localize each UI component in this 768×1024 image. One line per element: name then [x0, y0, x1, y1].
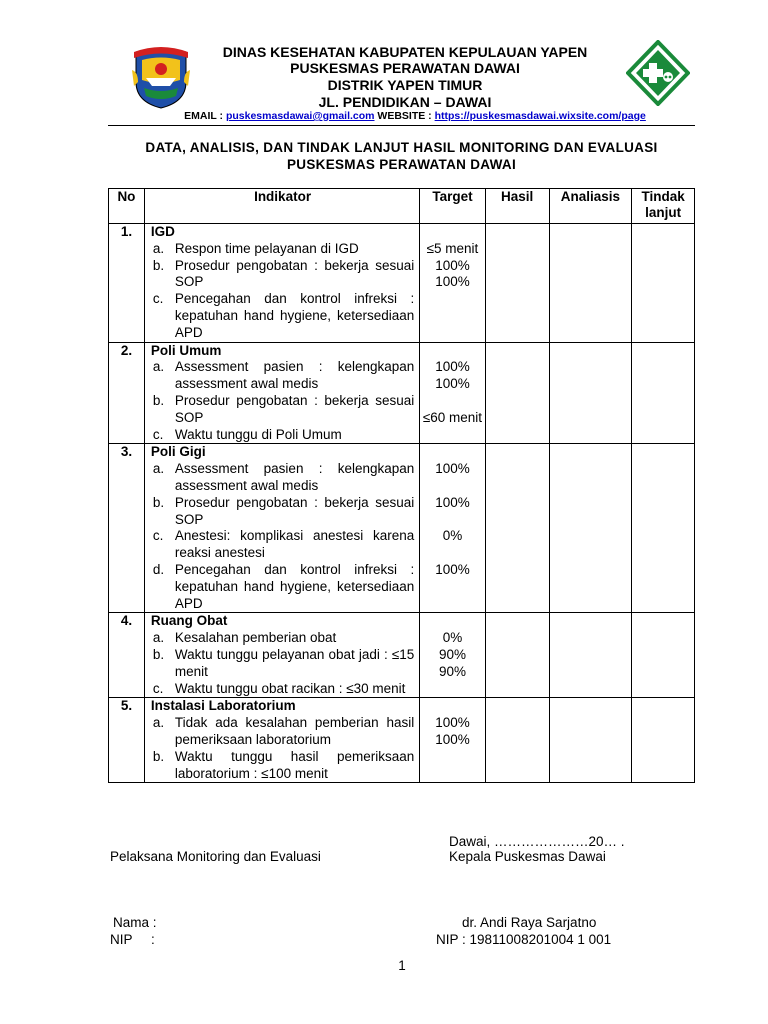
- item-letter: a.: [152, 359, 165, 375]
- target-value: 100%: [435, 561, 470, 577]
- website-link[interactable]: https://puskesmasdawai.wixsite.com/page: [434, 110, 646, 122]
- indicator-item: [151, 749, 414, 783]
- tindak-lanjut-cell[interactable]: [632, 342, 695, 444]
- analisis-cell[interactable]: [549, 224, 632, 343]
- target-value: 100%: [435, 274, 470, 290]
- tindak-lanjut-cell[interactable]: [632, 698, 695, 783]
- hasil-cell[interactable]: [485, 613, 549, 698]
- analisis-cell[interactable]: [549, 613, 632, 698]
- puskesmas-logo: [626, 40, 690, 106]
- col-tindak-lanjut: Tindak lanjut: [632, 189, 695, 224]
- item-text: Waktu tunggu hasil pemeriksaan laboratorium : ≤100 menit: [174, 748, 415, 781]
- nip-label: NIP :: [110, 932, 155, 947]
- target-value: 100%: [435, 257, 470, 273]
- tindak-lanjut-cell[interactable]: [632, 444, 695, 613]
- page-number: 1: [398, 958, 406, 973]
- item-text: Prosedur pengobatan : bekerja sesuai SOP: [174, 257, 415, 290]
- item-letter: a.: [152, 715, 165, 731]
- signature-date: Dawai, …………………20… .: [449, 834, 625, 849]
- right-signatory-role: Kepala Puskesmas Dawai: [449, 849, 606, 864]
- item-text: Prosedur pengobatan : bekerja sesuai SOP: [174, 494, 415, 527]
- analisis-cell[interactable]: [549, 444, 632, 613]
- indicator-item: [151, 359, 414, 393]
- item-letter: c.: [152, 680, 164, 696]
- target-value: 100%: [435, 376, 470, 392]
- col-analisis: Analiasis: [549, 189, 632, 224]
- item-letter: b.: [152, 392, 165, 408]
- col-target: Target: [420, 189, 485, 224]
- header-address: JL. PENDIDIKAN – DAWAI: [318, 94, 492, 110]
- item-text: Respon time pelayanan di IGD: [174, 240, 359, 256]
- item-letter: c.: [152, 426, 164, 442]
- table-row: [109, 698, 695, 783]
- indicator-item: [151, 528, 414, 562]
- item-text: Tidak ada kesalahan pemberian hasil pemeriksaan laboratorium: [174, 715, 415, 747]
- item-letter: c.: [152, 291, 164, 307]
- row-number: 5.: [109, 698, 145, 783]
- col-indikator: Indikator: [144, 189, 419, 224]
- target-cell: [420, 224, 485, 343]
- target-value: 100%: [435, 715, 470, 731]
- email-label: EMAIL :: [184, 110, 226, 122]
- indicator-item: [151, 427, 414, 444]
- target-value: 90%: [438, 663, 466, 679]
- analisis-cell[interactable]: [549, 698, 632, 783]
- indicator-item: [151, 461, 414, 495]
- document-subtitle: PUSKESMAS PERAWATAN DAWAI: [286, 157, 517, 172]
- indicator-cell: [144, 224, 419, 343]
- indicator-item: [151, 681, 414, 698]
- indicator-cell: [144, 698, 419, 783]
- table-row: [109, 342, 695, 444]
- target-value: 0%: [442, 528, 463, 544]
- row-number: 2.: [109, 342, 145, 444]
- item-text: Kesalahan pemberian obat: [174, 630, 337, 646]
- header-divider: [108, 125, 695, 126]
- item-text: Pencegahan dan kontrol infreksi : kepatuhan hand hygiene, ketersediaan APD: [174, 291, 415, 340]
- table-row: [109, 444, 695, 613]
- target-value: 0%: [442, 630, 463, 646]
- analisis-cell[interactable]: [549, 342, 632, 444]
- item-letter: b.: [152, 748, 165, 764]
- website-label: WEBSITE :: [374, 110, 435, 122]
- head-name: dr. Andi Raya Sarjatno: [462, 915, 597, 930]
- hasil-cell[interactable]: [485, 444, 549, 613]
- table-row: [109, 613, 695, 698]
- target-cell: [420, 613, 485, 698]
- indicator-item: [151, 291, 414, 341]
- indicator-item: [151, 393, 414, 427]
- header-puskesmas: PUSKESMAS PERAWATAN DAWAI: [290, 60, 520, 76]
- table-row: [109, 224, 695, 343]
- col-no: No: [109, 189, 145, 224]
- section-name: Ruang Obat: [150, 613, 228, 629]
- indicator-cell: [144, 613, 419, 698]
- target-value: 90%: [438, 646, 466, 662]
- item-text: Assessment pasien : kelengkapan assessment awal medis: [174, 359, 415, 392]
- indicator-item: [151, 715, 414, 749]
- target-value: 100%: [435, 494, 470, 510]
- hasil-cell[interactable]: [485, 224, 549, 343]
- tindak-lanjut-cell[interactable]: [632, 224, 695, 343]
- monitoring-table: [108, 188, 695, 783]
- item-text: Waktu tunggu di Poli Umum: [174, 426, 342, 442]
- target-value: 100%: [435, 359, 470, 375]
- indicator-cell: [144, 342, 419, 444]
- hasil-cell[interactable]: [485, 342, 549, 444]
- email-link[interactable]: puskesmasdawai@gmail.com: [225, 110, 375, 122]
- target-value: 100%: [435, 731, 470, 747]
- item-letter: a.: [152, 461, 165, 477]
- item-text: Pencegahan dan kontrol infreksi : kepatuhan hand hygiene, ketersediaan APD: [174, 561, 415, 611]
- left-signatory-role: Pelaksana Monitoring dan Evaluasi: [110, 849, 321, 864]
- row-number: 4.: [109, 613, 145, 698]
- item-letter: a.: [152, 240, 165, 256]
- header-agency: DINAS KESEHATAN KABUPATEN KEPULAUAN YAPEN: [222, 44, 588, 60]
- item-letter: b.: [152, 646, 165, 662]
- indicator-item: [151, 562, 414, 612]
- item-text: Waktu tunggu pelayanan obat jadi : ≤15 menit: [174, 646, 415, 679]
- table-header-row: [109, 189, 695, 224]
- header-contact: [120, 110, 710, 123]
- item-letter: d.: [152, 561, 165, 577]
- document-title: DATA, ANALISIS, DAN TINDAK LANJUT HASIL MONITORING DAN EVALUASI: [145, 140, 658, 155]
- row-number: 1.: [109, 224, 145, 343]
- item-letter: c.: [152, 528, 164, 544]
- row-number: 3.: [109, 444, 145, 613]
- section-name: Poli Umum: [150, 342, 222, 358]
- item-letter: b.: [152, 494, 165, 510]
- item-text: Anestesi: komplikasi anestesi karena reaksi anestesi: [174, 528, 415, 561]
- indicator-item: [151, 241, 414, 258]
- section-name: IGD: [150, 224, 175, 239]
- target-value: 100%: [435, 461, 470, 477]
- header-district: DISTRIK YAPEN TIMUR: [327, 77, 483, 93]
- target-cell: [420, 444, 485, 613]
- hasil-cell[interactable]: [485, 698, 549, 783]
- target-value: ≤5 menit: [426, 240, 479, 256]
- indicator-item: [151, 630, 414, 647]
- target-value: ≤60 menit: [422, 409, 483, 425]
- item-letter: a.: [152, 630, 165, 646]
- indicator-item: [151, 647, 414, 681]
- item-text: Assessment pasien : kelengkapan assessment awal medis: [174, 461, 415, 493]
- name-label: Nama :: [113, 915, 157, 930]
- item-letter: b.: [152, 257, 165, 273]
- indicator-cell: [144, 444, 419, 613]
- target-cell: [420, 698, 485, 783]
- item-text: Waktu tunggu obat racikan : ≤30 menit: [174, 680, 406, 696]
- col-hasil: Hasil: [485, 189, 549, 224]
- section-name: Poli Gigi: [150, 444, 206, 460]
- item-text: Prosedur pengobatan : bekerja sesuai SOP: [174, 392, 415, 425]
- indicator-item: [151, 495, 414, 529]
- section-name: Instalasi Laboratorium: [150, 698, 296, 714]
- tindak-lanjut-cell[interactable]: [632, 613, 695, 698]
- indicator-item: [151, 258, 414, 292]
- head-nip: NIP : 19811008201004 1 001: [436, 932, 612, 947]
- target-cell: [420, 342, 485, 444]
